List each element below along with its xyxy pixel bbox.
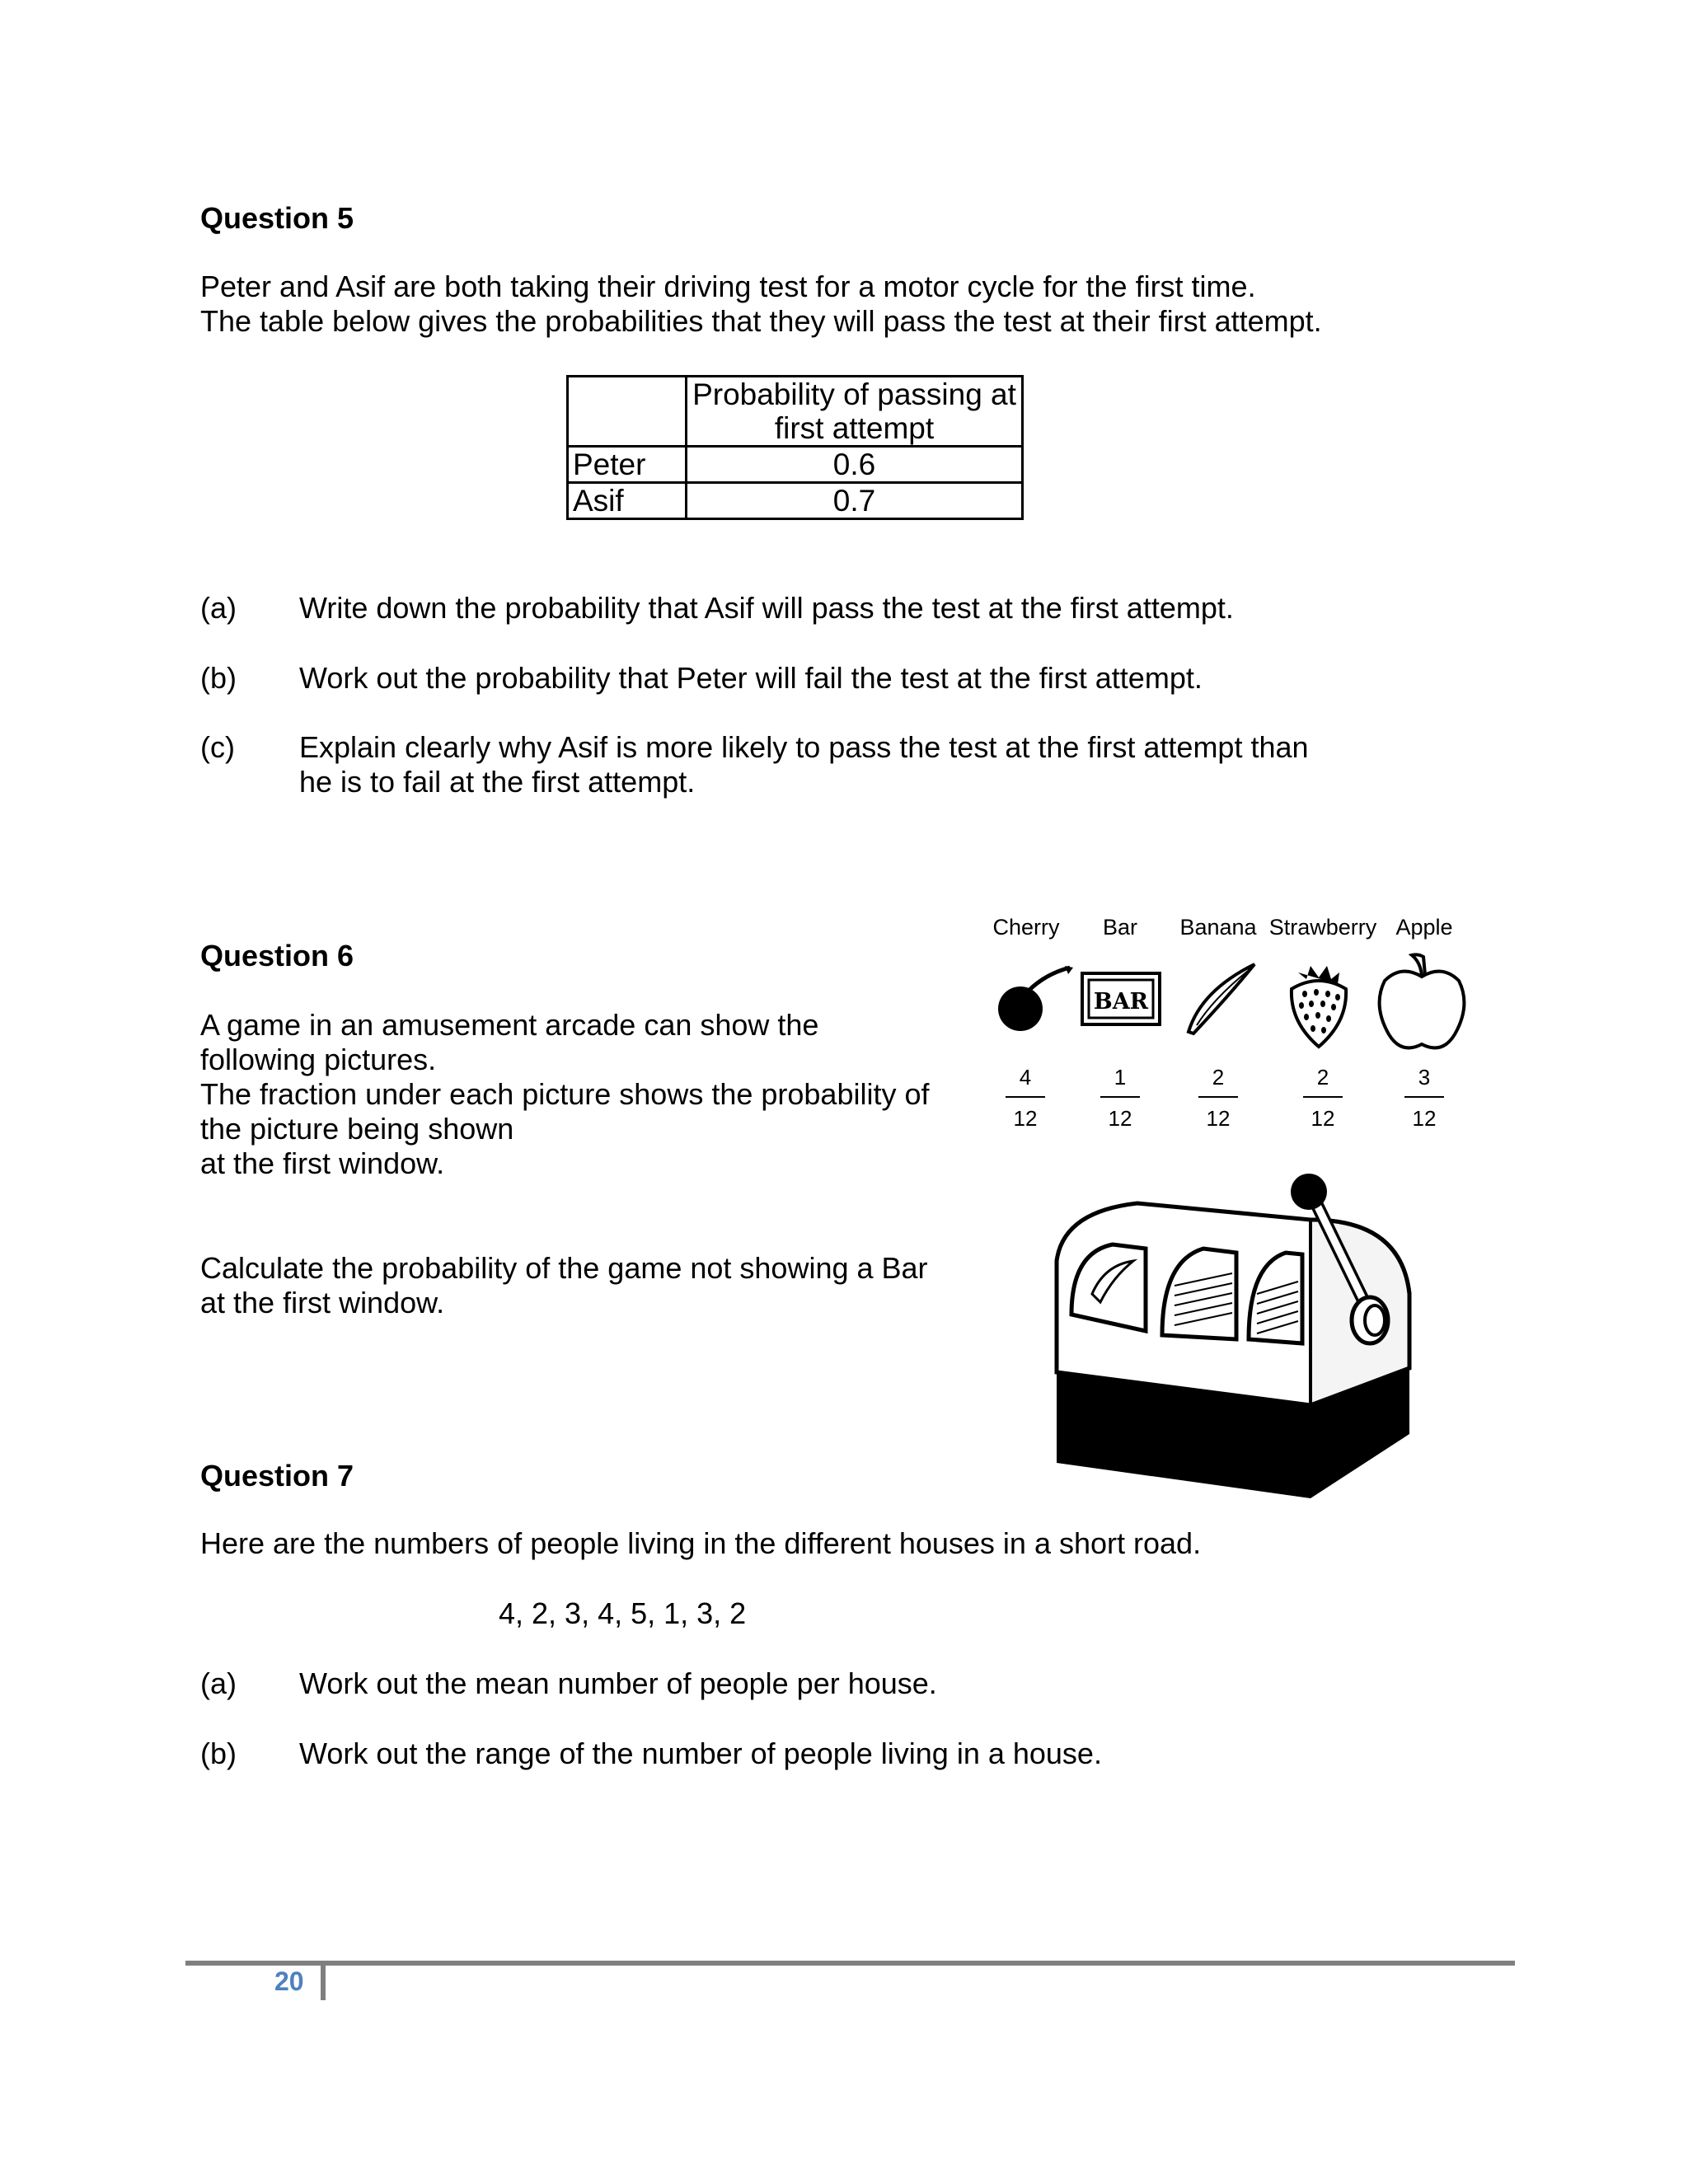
- part-label: (b): [200, 1736, 237, 1770]
- bar-icon-text: BAR: [1093, 989, 1149, 1015]
- part-text: Work out the mean number of people per house.: [299, 1666, 937, 1700]
- fraction-bar: [1303, 1096, 1343, 1098]
- table-row: [568, 483, 1023, 519]
- cherry-icon: [996, 958, 1078, 1069]
- part-label: (a): [200, 591, 237, 625]
- part-label: (c): [200, 730, 235, 764]
- part-label: (b): [200, 661, 237, 695]
- question-6-paragraph-2: [200, 1251, 928, 1320]
- picture-name-strawberry: Strawberry: [1268, 915, 1377, 940]
- strawberry-icon: [1282, 956, 1356, 1051]
- table-row-value: 0.7: [687, 483, 1023, 519]
- picture-name-apple: Apple: [1395, 915, 1453, 940]
- part-text-line-2: he is to fail at the first attempt.: [299, 765, 696, 799]
- page-number: 20: [274, 1966, 304, 1996]
- paragraph-line: at the first window.: [200, 1286, 445, 1319]
- fraction-apple: [1400, 1065, 1449, 1132]
- footer-rule: [185, 1961, 1515, 1966]
- picture-name-bar: Bar: [1102, 915, 1138, 940]
- table-row-name: Asif: [568, 483, 687, 519]
- fraction-numerator: 2: [1316, 1065, 1329, 1090]
- table-header-row: [568, 377, 1023, 447]
- picture-name-banana: Banana: [1179, 915, 1257, 940]
- bar-icon: [1080, 971, 1162, 1029]
- fraction-bar-picture: [1095, 1065, 1145, 1132]
- fraction-numerator: 2: [1212, 1065, 1225, 1090]
- fraction-bar: [1100, 1096, 1140, 1098]
- paragraph-line: following pictures.: [200, 1043, 437, 1076]
- fraction-denominator: 12: [1108, 1106, 1132, 1131]
- fraction-banana: [1193, 1065, 1243, 1132]
- part-text-line-1: Explain clearly why Asif is more likely to pass the test at the first attempt than: [299, 730, 1309, 764]
- fraction-denominator: 12: [1412, 1106, 1437, 1131]
- banana-icon: [1180, 958, 1263, 1040]
- table-header-empty-cell: [568, 377, 687, 447]
- table-header-cell: [687, 377, 1023, 447]
- fraction-bar: [1006, 1096, 1045, 1098]
- picture-name-cherry: Cherry: [992, 915, 1060, 940]
- part-label: (a): [200, 1666, 237, 1700]
- fraction-bar: [1404, 1096, 1444, 1098]
- fraction-strawberry: [1298, 1065, 1348, 1132]
- paragraph-line: The fraction under each picture shows the probability of: [200, 1077, 930, 1111]
- question-5-intro-line-2: The table below gives the probabilities that they will pass the test at their first attempt.: [200, 304, 1322, 338]
- paragraph-line: Calculate the probability of the game not showing a Bar: [200, 1251, 928, 1285]
- paragraph-line: the picture being shown: [200, 1112, 514, 1146]
- table-row: [568, 447, 1023, 483]
- question-5-intro-line-1: Peter and Asif are both taking their driving test for a motor cycle for the first time.: [200, 269, 1256, 303]
- question-7-intro: Here are the numbers of people living in the different houses in a short road.: [200, 1526, 1202, 1560]
- part-text: Work out the range of the number of people living in a house.: [299, 1736, 1102, 1770]
- table-row-value: 0.6: [687, 447, 1023, 483]
- fraction-denominator: 12: [1311, 1106, 1335, 1131]
- apple-icon: [1372, 944, 1471, 1059]
- slot-machine-illustration: [1047, 1170, 1426, 1516]
- fraction-numerator: 1: [1114, 1065, 1127, 1090]
- footer-divider: [321, 1962, 326, 2000]
- fraction-cherry: [1001, 1065, 1050, 1132]
- question-6-title: Question 6: [200, 939, 354, 972]
- table-header-line-1: Probability of passing at: [692, 377, 1016, 411]
- fraction-numerator: 3: [1418, 1065, 1431, 1090]
- probability-table: [566, 375, 1024, 520]
- fraction-denominator: 12: [1206, 1106, 1231, 1131]
- part-text: Work out the probability that Peter will fail the test at the first attempt.: [299, 661, 1203, 695]
- table-row-name: Peter: [568, 447, 687, 483]
- table-header-line-2: first attempt: [774, 411, 935, 445]
- question-7-numbers: 4, 2, 3, 4, 5, 1, 3, 2: [499, 1596, 747, 1630]
- part-text: Write down the probability that Asif will pass the test at the first attempt.: [299, 591, 1234, 625]
- question-6-paragraph-1: [200, 1008, 930, 1181]
- paragraph-line: at the first window.: [200, 1146, 445, 1180]
- paragraph-line: A game in an amusement arcade can show the: [200, 1008, 819, 1042]
- question-7-title: Question 7: [200, 1459, 354, 1493]
- fraction-numerator: 4: [1019, 1065, 1032, 1090]
- fraction-bar: [1198, 1096, 1238, 1098]
- fraction-denominator: 12: [1013, 1106, 1038, 1131]
- question-5-title: Question 5: [200, 201, 354, 235]
